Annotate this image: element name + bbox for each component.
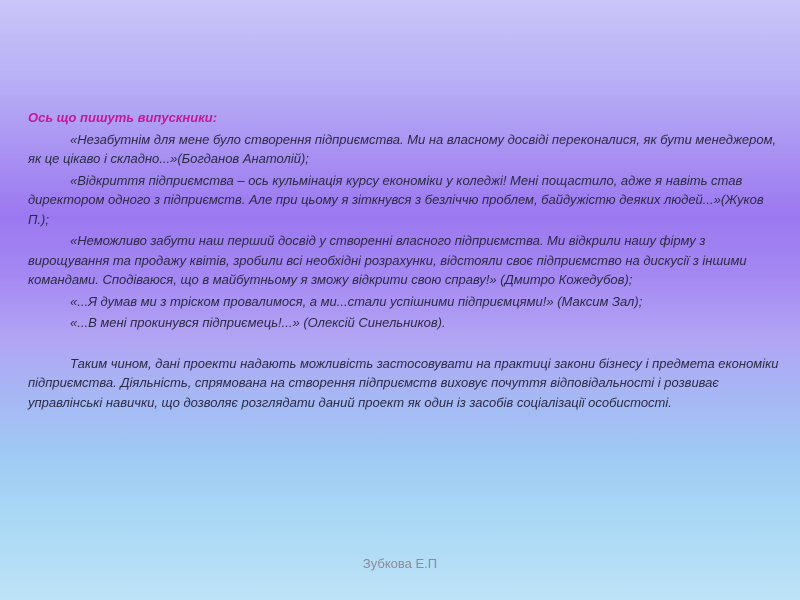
slide-footer-author: Зубкова Е.П: [362, 556, 438, 571]
slide-content: [28, 108, 780, 414]
conclusion-paragraph: Таким чином, дані проекти надають можливість застосовувати на практиці закони бізнесу і предмета економіки підприємства. Діяльність, спрямована на створення підприємств виховує почуття відповідальності і розвиває управлінські навички, що дозволяє розглядати даний проект як один із засобів соціалізації особистості.: [28, 355, 779, 410]
quote-synelnykov: «...В мені прокинувся підприємець!...» (Олексій Синельников).: [70, 315, 446, 330]
quote-bogdanov: «Незабутнім для мене було створення підприємства. Ми на власному досвіді переконалися, як бути менеджером, як це цікаво і складно...»(Богданов Анатолій);: [28, 131, 777, 166]
quote-kozhedubov: «Неможливо забути наш перший досвід у створенні власного підприємства. Ми відкрили нашу фірму з вирощування та продажу квітів, зробили всі необхідні розрахунки, відстояли своє підприємство на дискусії з іншими командами. Сподіваюся, що в майбутньому я зможу відкрити свою справу!» (Дмитро Кожедубов);: [28, 233, 747, 287]
slide-heading: Ось що пишуть випускники:: [28, 110, 218, 125]
paragraph-spacer: [28, 335, 780, 354]
quote-zal: «...Я думав ми з тріском провалимося, а ми...стали успішними підприємцями!» (Максим Зал);: [70, 293, 643, 309]
quote-zhukov: «Відкриття підприємства – ось кульмінація курсу економіки у коледжі! Мені пощастило, адже я навіть став директором одного з підприємств. Але при цьому я зіткнувся з безліччю проблем, байдужістю деяких людей...»(Жуков П.);: [28, 172, 764, 227]
